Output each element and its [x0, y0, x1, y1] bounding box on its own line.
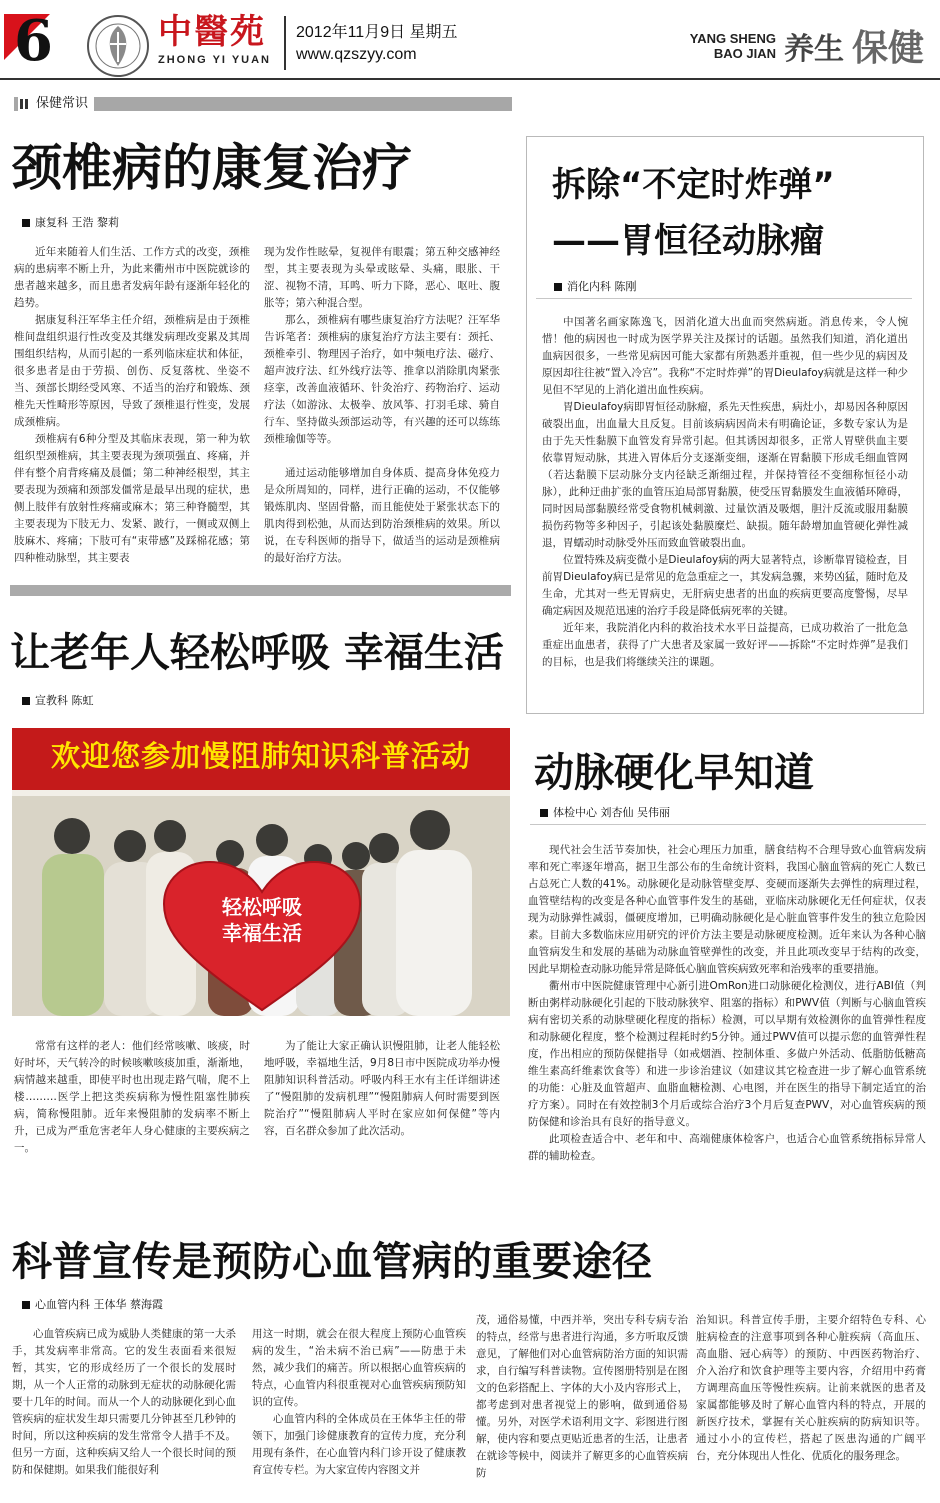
paragraph: 颈椎病有6种分型及其临床表现，第一种为软组织型颈椎病，其主要表现为颈项强直、疼痛，并伴有整个肩背疼痛及晨僵；第二种神经根型，其主要表现为颈痛和颈部发僵常是最早出现的症状，患侧上肢伴有放射性疼痛或麻木；第三种脊髓型，其主要表现为下肢无力、发紧、跛行，一侧或双侧上肢麻木、疼痛；下肢可有“束带感”及踩棉花感；第四种椎动脉型，其主要表 — [14, 433, 250, 564]
paragraph: 衢州市中医院健康管理中心新引进OmRon进口动脉硬化检测仪，进行ABI值（判断由粥样动脉硬化引起的下肢动脉狭窄、阻塞的指标）和PWV值（判断与心脑血管疾病有密切关系的动脉壁硬化程度的指标）检测，可以早期有效检测你的血管弹性程度和动脉硬化程度，整个检测过程耗时约5分钟。通过PWV值可以提示您的血管弹性程度，作出相应的预防保健指导（如戒烟酒、控制体重、多做户外活动、低脂肪低糖高维生素高纤维素饮食等）和进一步诊治建议（如建议其它检查进一步了解心血管系统的功能：心脏及血管超声、血脂血糖检测、心电图，并在医生的指导下制定适宜的治疗方案）。同时在有效控制3个月后或综合治疗3个月后复查PWV，对心血管疾病的预防保健和诊治具有良好的指导意义。 — [528, 980, 926, 1128]
article1-title: 颈椎病的康复治疗 — [12, 139, 412, 197]
article5-col1 — [12, 1326, 236, 1498]
paragraph: 此项检查适合中、老年和中、高端健康体检客户，也适合心血管系统指标异常人群的辅助检查。 — [528, 1133, 926, 1162]
article5-col4 — [696, 1312, 926, 1498]
photo-banner-text: 欢迎您参加慢阻肺知识科普活动 — [50, 739, 471, 773]
byline-square-icon — [22, 219, 30, 227]
article3-title: 让老年人轻松呼吸 幸福生活 — [10, 630, 504, 676]
section-divider-bar — [10, 585, 511, 596]
section-title-en-line2: BAO JIAN — [713, 45, 776, 61]
article1-byline-text: 康复科 王浩 黎莉 — [35, 216, 119, 229]
photo-heart-line1: 轻松呼吸 — [222, 895, 302, 919]
masthead-divider — [284, 16, 286, 70]
article2-byline — [554, 278, 637, 294]
article5-col2 — [252, 1326, 466, 1498]
paper-name — [158, 12, 278, 66]
paper-name-cn: 中醫苑 — [158, 12, 266, 52]
article3-col2 — [264, 1038, 500, 1158]
section-title-en — [690, 31, 776, 61]
article4-rule — [530, 824, 926, 825]
article3-byline-text: 宣教科 陈虹 — [35, 694, 94, 707]
paragraph: 位置特殊及病变微小是Dieulafoy病的两大显著特点，诊断靠胃镜检查，目前胃Dieulafoy病已是常见的危急重症之一，其发病急骤，来势凶猛，随时危及生命，尤其对一些无胃病史，无肝病史患者的出血的疾病更要高度警惕，尽早确定病因及规范迅速的治疗手段是降低病死率的关键。 — [542, 554, 908, 617]
website-link[interactable]: www.qzszyy.com — [296, 46, 417, 63]
section-title-en-line1: YANG SHENG — [689, 30, 776, 46]
article1-col2 — [264, 244, 500, 574]
masthead-rule — [0, 78, 940, 80]
byline-square-icon — [540, 809, 548, 817]
article5-col3 — [476, 1312, 688, 1498]
article2-byline-text: 消化内科 陈刚 — [567, 280, 637, 293]
article2-title-line1: 拆除“不定时炸弹” — [552, 165, 835, 205]
page-number-tab — [4, 8, 70, 74]
article4-byline — [540, 804, 670, 820]
paragraph: 心血管内科的全体成员在王体华主任的带领下，加强门诊健康教育的宣传力度，充分利用现有条件，在心血管内科门诊开设了健康教育宣传专栏。为大家宣传内容图文并 — [252, 1413, 466, 1476]
issue-info — [296, 22, 458, 66]
paper-name-en: ZHONG YI YUAN — [158, 54, 271, 66]
issue-date: 2012年11月9日 星期五 — [296, 24, 458, 41]
section-title — [690, 20, 924, 71]
article4-body — [528, 842, 926, 1202]
paragraph: 中国著名画家陈逸飞，因消化道大出血而突然病逝。消息传来，令人惋惜！他的病因也一时成为医学界关注及探讨的话题。虽然我们知道，消化道出血病因很多，一些常见病因可能大家都有所熟悉并重视，但一些少见的病因及原因却往往被“置入冷宫”。我称“不定时炸弹”的胃Dieulafoy病就是这样一种少见但不罕见的上消化道出血性疾病。 — [542, 316, 908, 396]
paragraph: 那么，颈椎病有哪些康复治疗方法呢？汪军华告诉笔者：颈椎病的康复治疗方法主要有：颈托、颈椎牵引、物理因子治疗，如中频电疗法、磁疗、超声波疗法、红外线疗法等、推拿以消除肌肉紧张痉挛，改善血液循环、针灸治疗、药物治疗、运动疗法（如游泳、太极拳、放风筝、打羽毛球、骑自行车、坚持做头颈部运动等，有兴趣的还可以练练颈椎瑜伽等等。 — [264, 314, 500, 445]
paragraph: 胃Dieulafoy病即胃恒径动脉瘤，系先天性疾患，病灶小，却易因各种原因破裂出血，出血量大且反复。目前该病病因尚未有明确论证，多数专家认为是由于先天性黏膜下血管发育异常引起。但其诱因却很多，正常人胃壁供血主要依靠胃短动脉，其进入胃体后分支逐渐变细，逐渐在胃黏膜下形成毛细血管网（若达黏膜下层动脉分支内径缺乏渐细过程，并保持管径不变细称恒径小动脉），此种迂曲扩张的血管压迫局部胃黏膜，使受压胃黏膜发生血液循环障碍，同时因局部黏膜经常受食物机械刺激、过量饮酒及吸烟，胆汁反流或服用黏膜损伤药物等多种因子，引起该处黏膜糜烂、缺损。随年龄增加血管硬化弹性减退，胃蠕动时动脉受外压而致血管破裂出血。 — [542, 401, 908, 549]
page-number: 6 — [14, 8, 53, 74]
paragraph: 据康复科汪军华主任介绍，颈椎病是由于颈椎椎间盘组织退行性改变及其继发病理改变累及其周围组织结构，从而引起的一系列临床症状和体征，很多患者是由于劳损、创伤、反复落枕、坐姿不当、颈部长期经受风寒、不适当的治疗和锻炼、颈椎先天性畸形等原因，导致了颈椎退行性变，发展成颈椎病。 — [14, 314, 250, 428]
event-photo — [12, 728, 510, 1016]
byline-square-icon — [22, 1301, 30, 1309]
section-title-cn2: 保健 — [851, 28, 924, 69]
paragraph: 用这一时期，就会在很大程度上预防心血管疾病的发生，“治未病不治已病”——防患于未然，减少我们的痛苦。所以根据心血管疾病的特点，心血管内科很重视对心血管疾病预防知识的宣传。 — [252, 1328, 466, 1408]
article4-byline-text: 体检中心 刘杏仙 吴伟丽 — [553, 806, 670, 819]
category-label: 保健常识 — [18, 94, 94, 114]
paragraph: 治知识。科普宣传手册，主要介绍特色专科、心脏病检查的注意事项到各种心脏疾病（高血压、高血脂、冠心病等）的预防、中西医药物治疗、介入治疗和饮食护理等主要内容，介绍用中药膏方调理高血压等慢性疾病。让前来就医的患者及家属都能够及时了解心血管内科的特点，开展的新医疗技术，掌握有关心脏疾病的防病知识等。通过小小的宣传栏，搭起了医患沟通的广阔平台，充分体现出人性化、优质化的服务理念。 — [696, 1314, 926, 1462]
article5-title: 科普宣传是预防心血管病的重要途径 — [12, 1239, 652, 1285]
article5-byline — [22, 1296, 163, 1312]
paragraph: 为了能让大家正确认识慢阻肺，让老人能轻松地呼吸，幸福地生活，9月8日市中医院成功举办慢阻肺知识科普活动。呼吸内科王水有主任详细讲述了“慢阻肺的发病机理”“慢阻肺病人何时需要到医院治疗”“慢阻肺病人平时在家应如何保健”等内容，百名群众参加了此次活动。 — [264, 1040, 500, 1137]
article4-title: 动脉硬化早知道 — [534, 750, 814, 796]
paragraph: 心血管疾病已成为威胁人类健康的第一大杀手，其发病率非常高。它的发生表面看来很短暂，其实，它的形成经历了一个很长的发展时期，从一个人正常的动脉到无症状的动脉硬化需要十几年的时间。而从一个人的动脉硬化到心血管疾病的症状发生却只需要几分钟甚至几秒钟的时间，所以这种疾病的发生常常令人措手不及。但另一方面，这种疾病又给人一个很长时间的预防和保健期。如果我们能很好利 — [12, 1328, 236, 1476]
article3-byline — [22, 692, 94, 708]
article1-col1 — [14, 244, 250, 574]
paragraph: 茂，通俗易懂，中西并举，突出专科专病专治的特点，经常与患者进行沟通，多方听取反馈意见，了解他们对心血管病防治方面的知识需求，自行编写科普读物。宣传图册特别是在图文的色彩搭配上、字体的大小及内容形式上，都考虑到对患者视觉上的影响，做到通俗易懂。另外，对医学术语利用文字、彩图进行图解，使内容和要点更贴近患者的生活，让患者在就诊等候中，阅读并了解更多的心血管疾病防 — [476, 1314, 688, 1479]
section-title-cn1: 养生 — [783, 31, 844, 67]
paragraph: 通过运动能够增加自身体质、提高身体免疫力是众所周知的，同样，进行正确的运动，不仅能够锻炼肌肉、坚固骨骼，而且能使处于紧张状态下的肌肉得到松弛，从而达到防治颈椎病的效果。所以说，在专科医师的指导下，做适当的运动是颈椎病的最好治疗方法。 — [264, 467, 500, 564]
paragraph: 近年来，我院消化内科的救治技术水平日益提高，已成功救治了一批危急重症出血患者，获得了广大患者及家属一致好评——拆除“不定时炸弹”是我们的目标，也是我们将继续关注的课题。 — [542, 622, 908, 668]
photo-heart-text — [198, 894, 326, 946]
paragraph: 现为发作性眩晕，复视伴有眼震；第五种交感神经型，其主要表现为头晕或眩晕、头痛，眼胀、干涩、视物不清，耳鸣、听力下降，恶心、呕吐、腹胀等；第六种混合型。 — [264, 246, 500, 309]
paragraph: 现代社会生活节奏加快，社会心理压力加重，膳食结构不合理导致心血管病发病率和死亡率逐年增高，据卫生部公布的生命统计资料，我国心脑血管病的死亡人数已占总死亡人数的41%。动脉硬化是动脉管壁变厚、变硬而逐渐失去弹性的病理过程，血管壁结构的改变是各种心血管事件发生的基础，亚临床动脉硬化无任何症状，仅表现为动脉弹性减弱，僵硬度增加，已明确动脉硬化是心脏血管事件发生的独立危险因素。目前大多数临床应用研究的评价方法主要是动脉硬度检测。近年来认为各种心脑血管病发生和发展的基础为动脉血管壁弹性的改变，并且此项改变早于结构的改变，因此早期检查动脉功能异常是降低心脑血管疾病致死率和治残率的重要措施。 — [528, 844, 926, 975]
hospital-logo-icon — [86, 14, 150, 78]
byline-square-icon — [22, 697, 30, 705]
byline-square-icon — [554, 283, 562, 291]
article2-rule — [536, 298, 912, 299]
article5-byline-text: 心血管内科 王体华 蔡海霞 — [35, 1298, 163, 1311]
article2-title-line2: ——胃恒径动脉瘤 — [552, 221, 824, 261]
article3-col1 — [14, 1038, 250, 1158]
paragraph: 常常有这样的老人：他们经常咳嗽、咳痰，时好时坏，天气转冷的时候咳嗽咳痰加重，渐渐地，病情越来越重，即使平时也出现走路气喘，爬不上楼………医学上把这类疾病称为慢性阻塞性肺疾病，简称慢阻肺。近年来慢阻肺的发病率不断上升，已成为严重危害老年人身心健康的主要疾病之一。 — [14, 1040, 250, 1154]
article2-body — [542, 314, 908, 706]
photo-heart-line2: 幸福生活 — [222, 921, 302, 945]
article1-byline — [22, 214, 119, 230]
paragraph: 近年来随着人们生活、工作方式的改变，颈椎病的患病率不断上升，为此来衢州市中医院就诊的患者越来越多，而且患者发病年龄有逐渐年轻化的趋势。 — [14, 246, 250, 309]
